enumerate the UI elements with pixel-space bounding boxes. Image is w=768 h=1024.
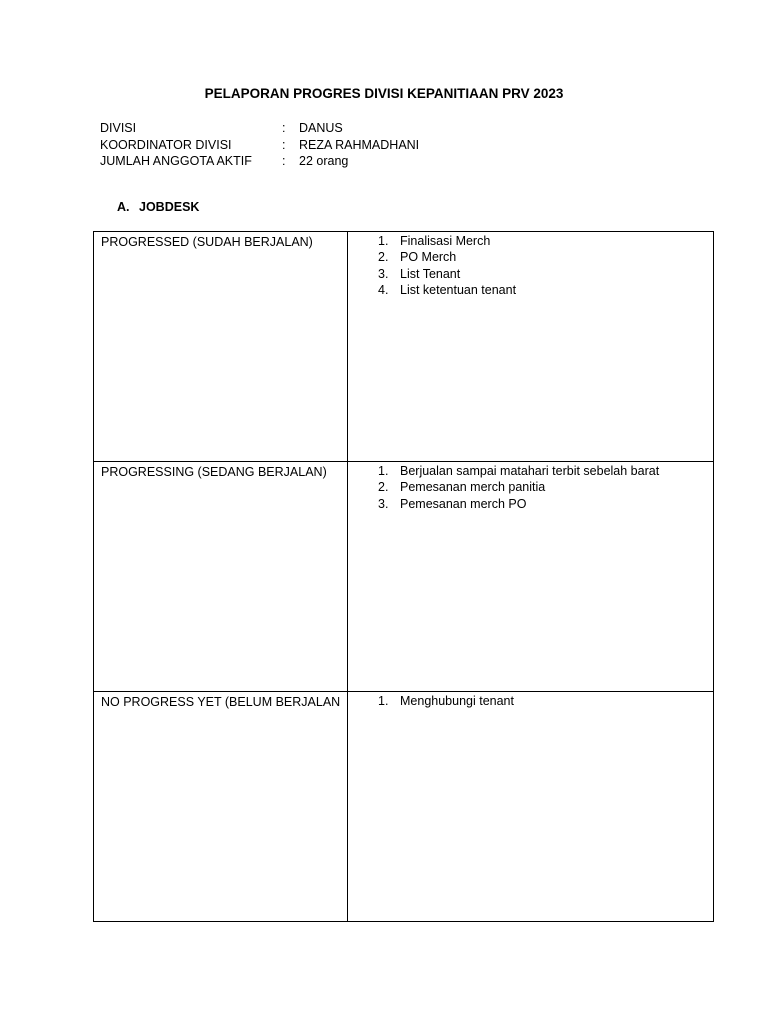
item-number: 3. [378,266,389,281]
item-text: List ketentuan tenant [400,283,517,298]
items-cell [348,232,714,462]
status-cell [94,462,348,692]
status-cell [94,232,348,462]
table-row-progressed [94,232,714,462]
item-number: 1. [378,694,389,708]
info-row-jumlah-anggota [100,153,419,170]
list-item [348,282,713,298]
items-cell [348,462,714,692]
list-item [348,693,713,709]
status-label: NO PROGRESS YET (BELUM BERJALAN [101,695,341,709]
task-list [348,693,713,709]
section-heading-jobdesk [117,200,199,214]
info-value: DANUS [299,121,343,135]
section-letter: A. [117,200,130,214]
status-label: PROGRESSED (SUDAH BERJALAN) [101,235,313,249]
status-label: PROGRESSING (SEDANG BERJALAN) [101,465,327,479]
info-label: KOORDINATOR DIVISI [100,137,232,152]
list-item [348,479,713,495]
item-text: Pemesanan merch panitia [400,480,546,495]
info-value: 22 orang [299,154,349,168]
table-row-no-progress [94,692,714,922]
list-item [348,233,713,249]
info-row-divisi [100,120,419,137]
item-number: 2. [378,480,389,495]
list-item [348,266,713,282]
list-item [348,249,713,265]
list-item [348,463,713,479]
table-row-progressing [94,462,714,692]
list-item [348,496,713,512]
item-text: Berjualan sampai matahari terbit sebelah barat [400,464,660,478]
info-label: DIVISI [100,121,137,135]
item-text: PO Merch [400,250,457,265]
item-number: 4. [378,283,389,298]
item-text: List Tenant [400,266,461,281]
task-list [348,463,713,512]
item-text: Menghubungi tenant [400,694,514,708]
item-number: 1. [378,234,389,248]
section-title: JOBDESK [139,200,200,214]
item-text: Finalisasi Merch [400,234,491,248]
info-colon: : [282,154,286,168]
document-title: PELAPORAN PROGRES DIVISI KEPANITIAAN PRV 2023 [204,86,564,101]
info-colon: : [282,137,286,152]
info-value: REZA RAHMADHANI [299,137,420,152]
status-cell [94,692,348,922]
info-row-koordinator [100,137,419,154]
jobdesk-table [93,231,714,922]
items-cell [348,692,714,922]
task-list [348,233,713,299]
item-number: 2. [378,250,389,265]
info-label: JUMLAH ANGGOTA AKTIF [100,154,252,168]
division-info [100,120,419,170]
info-colon: : [282,121,286,135]
item-number: 3. [378,496,389,511]
item-number: 1. [378,464,389,478]
item-text: Pemesanan merch PO [400,496,527,511]
